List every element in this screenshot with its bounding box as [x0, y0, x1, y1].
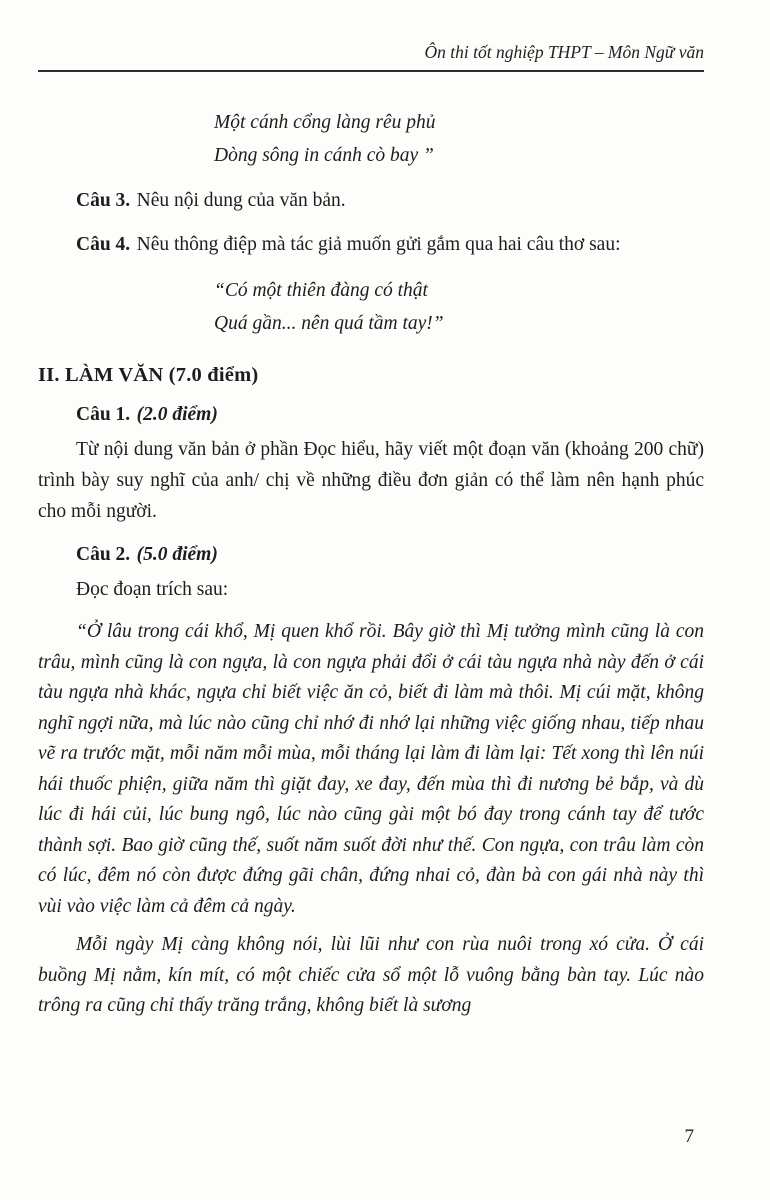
- question-4: [38, 229, 704, 260]
- question-2-label: Câu 2.: [76, 544, 131, 565]
- question-2-intro: Đọc đoạn trích sau:: [76, 579, 229, 600]
- question-2-heading: [38, 544, 704, 566]
- question-3-text: Nêu nội dung của văn bản.: [136, 190, 346, 211]
- page-header: [38, 42, 704, 72]
- excerpt-paragraph-1: “Ở lâu trong cái khổ, Mị quen khổ rồi. Bây giờ thì Mị tưởng mình cũng là con trâu, mình cũng là con ngựa, là con ngựa phải đổi ở cái tàu ngựa nhà này đến ở cái tàu ngựa nhà khác, ngựa chỉ biết việc ăn cỏ, biết đi làm mà thôi. Mị cúi mặt, không nghĩ ngợi nữa, mà lúc nào cũng chỉ nhớ đi nhớ lại những việc giống nhau, tiếp nhau vẽ ra trước mặt, mỗi năm mỗi mùa, mỗi tháng lại làm đi làm lại: Tết xong thì lên núi hái thuốc phiện, giữa năm thì giặt đay, xe đay, đến mùa thì đi nương bẻ bắp, và dù lúc đi hái củi, lúc bung ngô, lúc nào cũng gài một bó đay trong cánh tay để tước thành sợi. Bao giờ cũng thế, suốt năm suốt đời như thế. Con ngựa, con trâu làm còn có lúc, đêm nó còn được đứng gãi chân, đứng nhai cỏ, đàn bà con gái nhà này thì vùi vào việc làm cả đêm cả ngày.: [38, 621, 704, 917]
- question-1-points: (2.0 điểm): [136, 404, 218, 425]
- question-4-text: Nêu thông điệp mà tác giả muốn gửi gắm qua hai câu thơ sau:: [136, 234, 621, 255]
- question-1-body: Từ nội dung văn bản ở phần Đọc hiểu, hãy viết một đoạn văn (khoảng 200 chữ) trình bày suy nghĩ của anh/ chị về những điều đơn giản có thể làm nên hạnh phúc cho mỗi người.: [38, 439, 704, 522]
- question-1-label: Câu 1.: [76, 404, 131, 425]
- poem-line-4: Quá gần... nên quá tầm tay!”: [214, 313, 444, 334]
- question-2-points: (5.0 điểm): [136, 544, 218, 565]
- question-1-heading: [38, 404, 704, 426]
- excerpt-paragraph-2: Mỗi ngày Mị càng không nói, lùi lũi như con rùa nuôi trong xó cửa. Ở cái buồng Mị nằm, kín mít, có một chiếc cửa sổ một lỗ vuông bằng bàn tay. Lúc nào trông ra cũng chỉ thấy trăng trắng, không biết là sương: [38, 934, 704, 1016]
- poem-quote-mid: [214, 274, 704, 340]
- poem-line-3: “Có một thiên đàng có thật: [214, 280, 428, 301]
- poem-line-2: Dòng sông in cánh cò bay ”: [214, 145, 434, 166]
- poem-quote-top: [214, 106, 704, 172]
- section-heading-lam-van: II. LÀM VĂN (7.0 điểm): [38, 364, 259, 386]
- question-4-label: Câu 4.: [76, 234, 131, 255]
- poem-line-1: Một cánh cổng làng rêu phủ: [214, 112, 436, 133]
- question-3-label: Câu 3.: [76, 190, 131, 211]
- question-3: [38, 185, 704, 216]
- page-number: 7: [684, 1126, 694, 1147]
- running-head: Ôn thi tốt nghiệp THPT – Môn Ngữ văn: [424, 42, 704, 62]
